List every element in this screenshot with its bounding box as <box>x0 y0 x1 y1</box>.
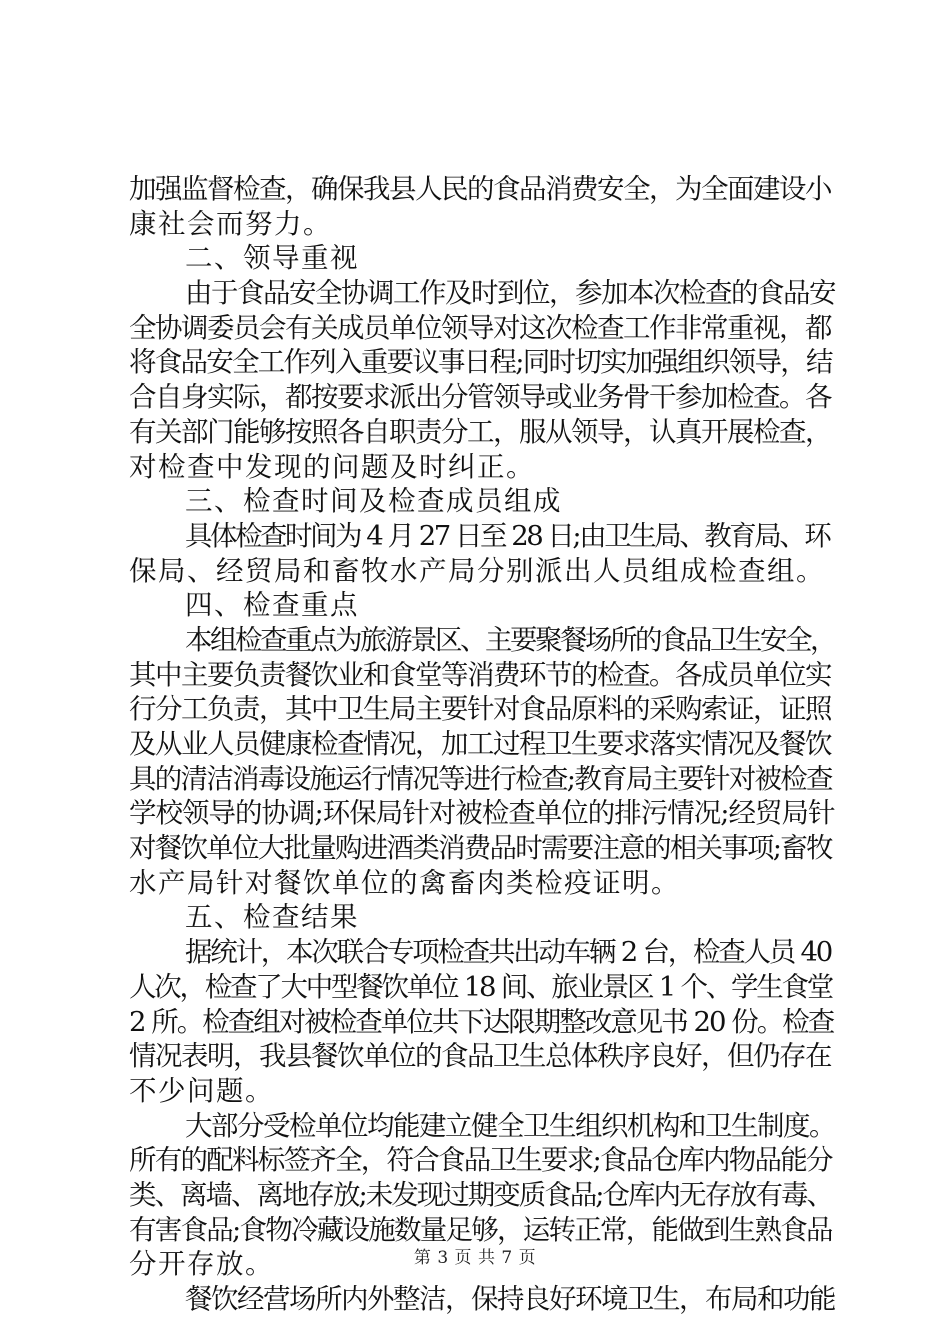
text-line: 三、检查时间及检查成员组成 <box>185 485 562 518</box>
text-line: 对检查中发现的问题及时纠正。 <box>129 450 535 483</box>
text-line: 将食品安全工作列入重要议事日程;同时切实加强组织领导，结 <box>129 346 832 379</box>
text-line: 据统计，本次联合专项检查共出动车辆 2 台，检查人员 40 <box>185 936 831 969</box>
text-line: 不少问题。 <box>129 1074 274 1107</box>
text-line: 其中主要负责餐饮业和食堂等消费环节的检查。各成员单位实 <box>129 658 831 691</box>
text-line: 由于食品安全协调工作及时到位，参加本次检查的食品安 <box>185 277 835 310</box>
text-line: 类、离墙、离地存放;未发现过期变质食品;仓库内无存放有毒、 <box>129 1178 833 1211</box>
text-line: 四、检查重点 <box>185 589 359 622</box>
text-line: 分开存放。 <box>129 1248 274 1281</box>
text-line: 2 所。检查组对被检查单位共下达限期整改意见书 20 份。检查 <box>129 1005 834 1038</box>
text-line: 合自身实际，都按要求派出分管领导或业务骨干参加检查。各 <box>129 381 831 414</box>
text-line: 大部分受检单位均能建立健全卫生组织机构和卫生制度。 <box>185 1109 835 1142</box>
text-line: 加强监督检查，确保我县人民的食品消费安全，为全面建设小 <box>129 173 831 205</box>
text-line: 二、领导重视 <box>185 242 359 275</box>
text-line: 五、检查结果 <box>185 901 359 934</box>
text-line: 学校领导的协调;环保局针对被检查单位的排污情况;经贸局针 <box>129 797 835 830</box>
text-line: 康社会而努力。 <box>129 207 332 240</box>
text-line: 对餐饮单位大批量购进酒类消费品时需要注意的相关事项;畜牧 <box>129 832 832 865</box>
text-line: 有害食品;食物冷藏设施数量足够，运转正常，能做到生熟食品 <box>129 1213 832 1246</box>
text-line: 餐饮经营场所内外整洁，保持良好环境卫生，布局和功能 <box>185 1283 835 1315</box>
text-line: 保局、经贸局和畜牧水产局分别派出人员组成检查组。 <box>129 554 825 587</box>
text-line: 全协调委员会有关成员单位领导对这次检查工作非常重视，都 <box>129 311 831 344</box>
text-line: 人次，检查了大中型餐饮单位 18 间、旅业景区 1 个、学生食堂 <box>129 970 832 1003</box>
text-line: 行分工负责，其中卫生局主要针对食品原料的采购索证，证照 <box>129 693 831 726</box>
document-body <box>129 172 835 1317</box>
text-line: 本组检查重点为旅游景区、主要聚餐场所的食品卫生安全， <box>185 623 835 656</box>
text-line: 及从业人员健康检查情况，加工过程卫生要求落实情况及餐饮 <box>129 728 831 760</box>
text-line: 所有的配料标签齐全，符合食品卫生要求;食品仓库内物品能分 <box>129 1144 832 1177</box>
page-footer: 第 3 页 共 7 页 <box>413 1248 537 1268</box>
text-line: 情况表明，我县餐饮单位的食品卫生总体秩序良好，但仍存在 <box>129 1040 831 1073</box>
text-line: 具体检查时间为 4 月 27 日至 28 日;由卫生局、教育局、环 <box>185 519 830 552</box>
text-line: 具的清洁消毒设施运行情况等进行检查;教育局主要针对被检查 <box>129 762 832 795</box>
text-line: 水产局针对餐饮单位的禽畜肉类检疫证明。 <box>129 866 680 899</box>
text-line: 有关部门能够按照各自职责分工，服从领导，认真开展检查， <box>129 415 831 448</box>
